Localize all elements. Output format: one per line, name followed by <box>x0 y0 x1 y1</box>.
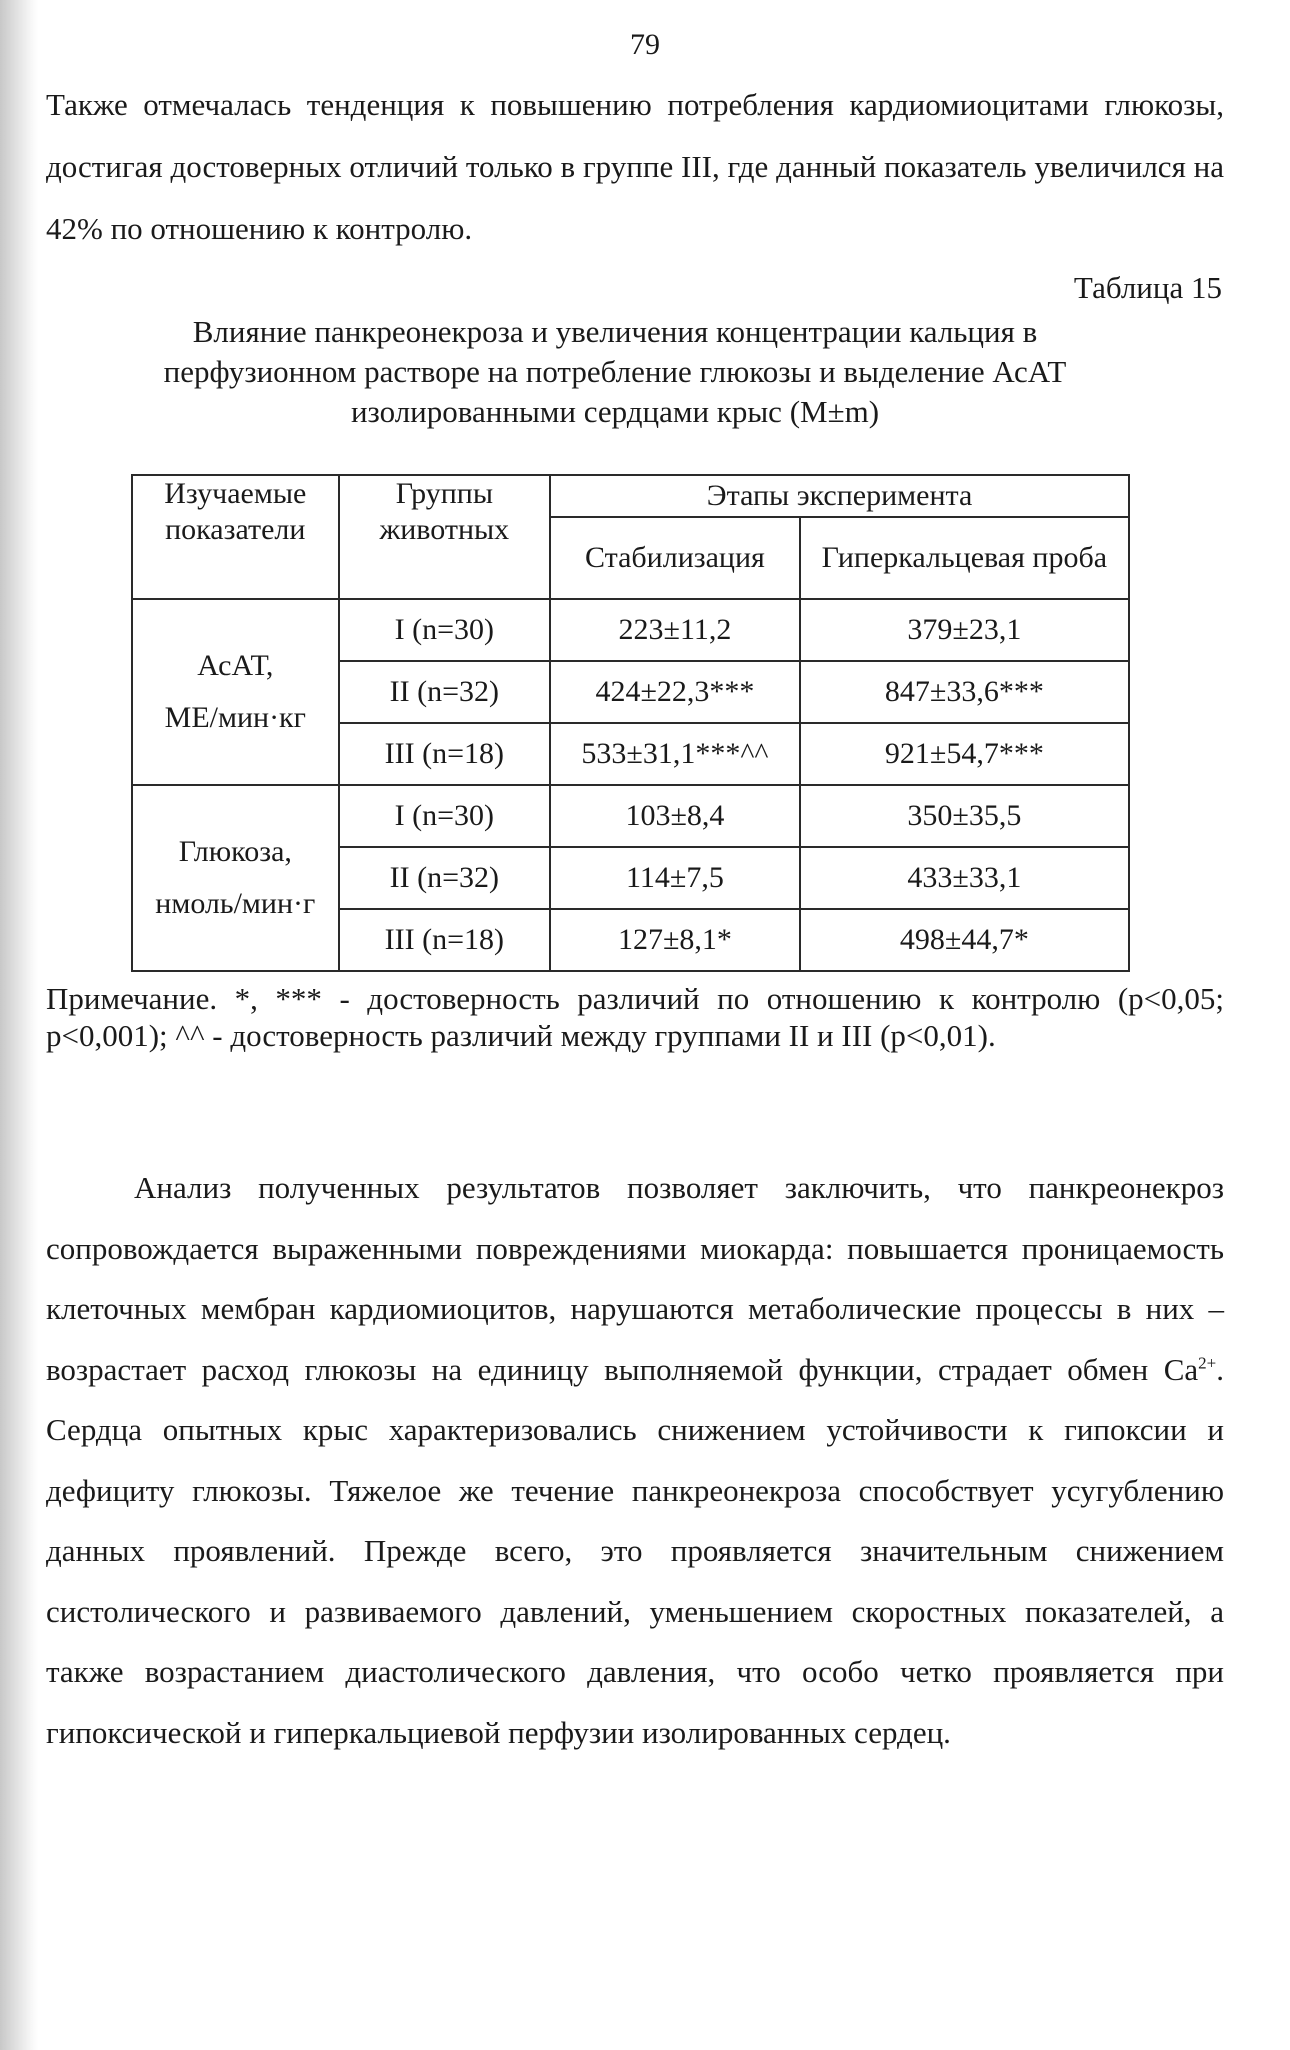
group-cell: I (n=30) <box>339 599 551 661</box>
scan-shadow-edge <box>0 0 38 2050</box>
hypercalcemic-cell: 433±33,1 <box>800 847 1129 909</box>
indicator-glucose-unit: нмоль/мин·г <box>155 887 316 920</box>
table-note: Примечание. *, *** - достоверность различий по отношению к контролю (р<0,05; р<0,001); ^^ - достоверность различий между группами II и III (р<0,01). <box>46 981 1224 1053</box>
page-number: 79 <box>630 28 660 61</box>
stabilization-cell: 103±8,4 <box>550 785 800 847</box>
group-cell: III (n=18) <box>339 909 551 971</box>
group-cell: I (n=30) <box>339 785 551 847</box>
hypercalcemic-cell: 498±44,7* <box>800 909 1129 971</box>
stabilization-cell: 223±11,2 <box>550 599 800 661</box>
table-header-row <box>132 475 1129 517</box>
intro-paragraph: Также отмечалась тенденция к повышению потребления кардиомиоцитами глюкозы, достигая достоверных отличий только в группе III, где данный показатель увеличился на 42% по отношению к контролю. <box>46 87 1224 246</box>
indicator-glucose-name: Глюкоза, <box>178 835 292 868</box>
conclusion-text-part1: Анализ полученных результатов позволяет заключить, что панкреонекроз сопровождается выраженными повреждениями миокарда: повышается проницаемость клеточных мембран кардиомиоцитов, нарушаются метаболические процессы в них – возрастает расход глюкозы на единицу выполняемой функции, страдает обмен Са <box>46 1170 1224 1387</box>
stabilization-cell: 424±22,3*** <box>550 661 800 723</box>
hypercalcemic-cell: 379±23,1 <box>800 599 1129 661</box>
indicator-asat-name: АсАТ, <box>197 649 274 682</box>
header-groups: Группы животных <box>339 475 551 599</box>
group-cell: II (n=32) <box>339 661 551 723</box>
conclusion-text-part2: . Сердца опытных крыс характеризовались снижением устойчивости к гипоксии и дефициту глюкозы. Тяжелое же течение панкреонекроза способствует усугублению данных проявлений. Прежде всего, это проявляется значительным снижением систолического и развиваемого давлений, уменьшением скоростных показателей, а также возрастанием диастолического давления, что особо четко проявляется при гипоксической и гиперкальциевой перфузии изолированных сердец. <box>46 1351 1224 1750</box>
header-stages: Этапы эксперимента <box>550 475 1129 517</box>
table-row <box>132 599 1129 661</box>
calcium-charge-superscript: 2+ <box>1198 1353 1217 1373</box>
hypercalcemic-cell: 350±35,5 <box>800 785 1129 847</box>
results-table <box>131 474 1130 972</box>
stabilization-cell: 127±8,1* <box>550 909 800 971</box>
stabilization-cell: 533±31,1***^^ <box>550 723 800 785</box>
indicator-asat <box>132 599 339 785</box>
conclusion-paragraph <box>46 1158 1224 1763</box>
indicator-asat-unit: МЕ/мин·кг <box>164 701 306 734</box>
table-label: Таблица 15 <box>1073 270 1222 305</box>
hypercalcemic-cell: 847±33,6*** <box>800 661 1129 723</box>
stabilization-cell: 114±7,5 <box>550 847 800 909</box>
group-cell: III (n=18) <box>339 723 551 785</box>
header-stabilization: Стабилизация <box>550 517 800 599</box>
hypercalcemic-cell: 921±54,7*** <box>800 723 1129 785</box>
header-indicators: Изучаемые показатели <box>132 475 339 599</box>
group-cell: II (n=32) <box>339 847 551 909</box>
indicator-glucose <box>132 785 339 971</box>
table-row <box>132 785 1129 847</box>
table-caption: Влияние панкреонекроза и увеличения концентрации кальция в перфузионном растворе на потребление глюкозы и выделение АсАТ изолированными сердцами крыс (M±m) <box>163 314 1067 429</box>
header-hypercalcemic: Гиперкальцевая проба <box>800 517 1129 599</box>
